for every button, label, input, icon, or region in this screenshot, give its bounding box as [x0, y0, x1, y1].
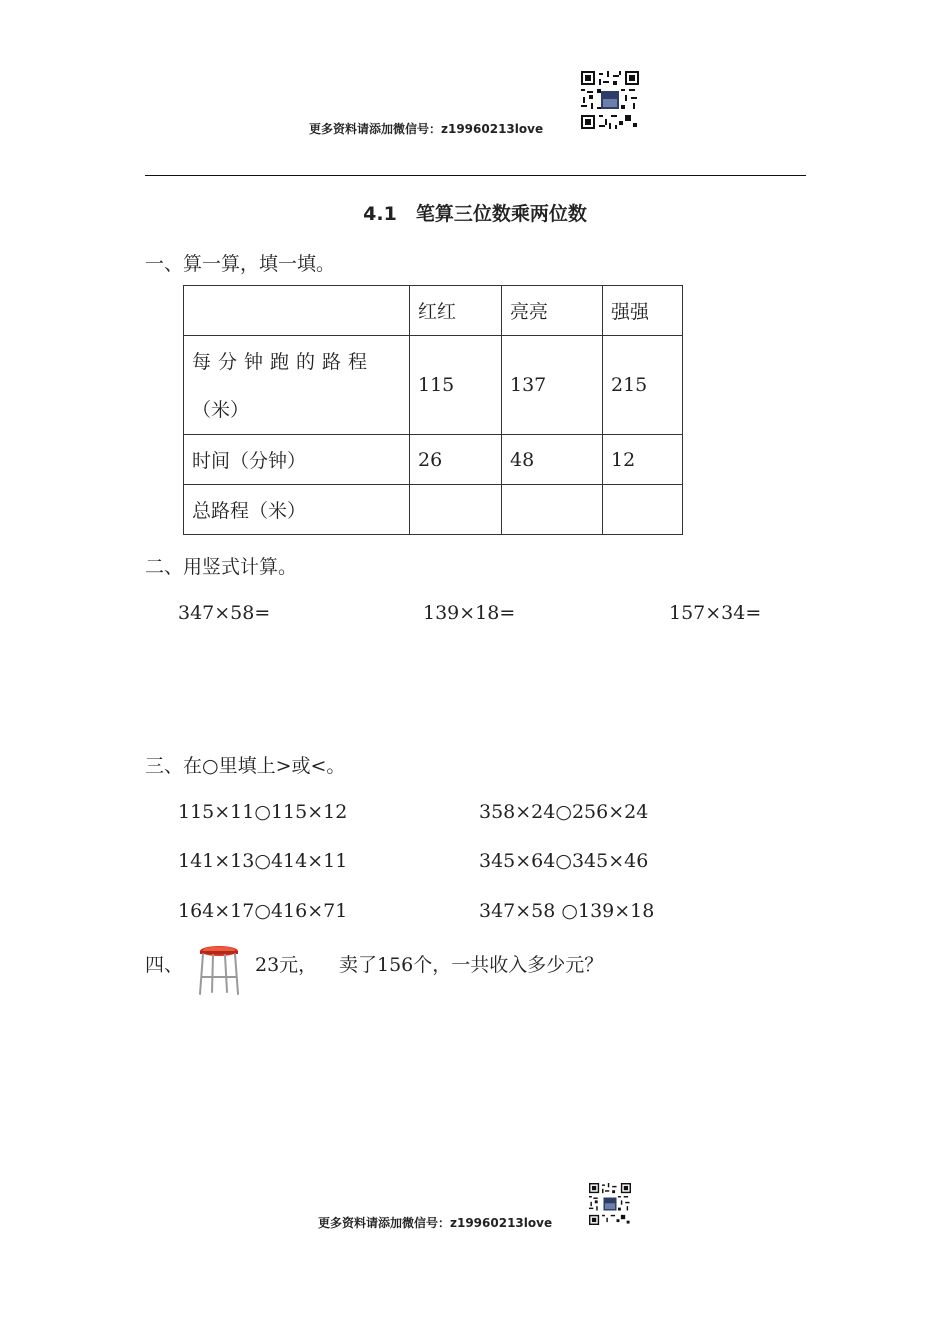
table-cell: 48 [502, 435, 603, 485]
header-divider [145, 175, 806, 176]
table-cell: 12 [603, 435, 683, 485]
table-cell [410, 485, 502, 535]
route-table [183, 285, 683, 535]
footer-wechat-text: 更多资料请添加微信号：z19960213love [318, 1216, 553, 1230]
table-header-cell: 强强 [603, 286, 683, 336]
table-row [184, 435, 683, 485]
vertical-calc-problem: 347×58= [178, 602, 271, 624]
compare-item: 347×58 ○139×18 [479, 900, 655, 922]
section4-question: 卖了156个，一共收入多少元？ [339, 954, 604, 976]
compare-item: 164×17○416×71 [178, 900, 348, 922]
qr-code-icon [589, 1183, 631, 1225]
table-header-row [184, 286, 683, 336]
table-row-label-line1: 每分钟跑的路程 [192, 351, 375, 373]
compare-item: 141×13○414×11 [178, 850, 348, 872]
table-cell [502, 485, 603, 535]
stool-icon [197, 945, 241, 997]
vertical-calc-problem: 139×18= [423, 602, 516, 624]
compare-item: 115×11○115×12 [178, 801, 348, 823]
table-cell: 26 [410, 435, 502, 485]
compare-item: 358×24○256×24 [479, 801, 649, 823]
table-cell: 137 [502, 336, 603, 435]
table-header-cell: 红红 [410, 286, 502, 336]
page-title: 4.1 笔算三位数乘两位数 [363, 203, 587, 225]
table-header-cell [184, 286, 410, 336]
section4-number: 四、 [145, 954, 184, 976]
compare-item: 345×64○345×46 [479, 850, 649, 872]
table-row-label: 总路程（米） [184, 485, 410, 535]
table-row-label [184, 336, 410, 435]
table-row-label: 时间（分钟） [184, 435, 410, 485]
table-cell: 215 [603, 336, 683, 435]
table-row [184, 336, 683, 435]
header-wechat-text: 更多资料请添加微信号：z19960213love [309, 122, 544, 136]
table-cell [603, 485, 683, 535]
table-header-cell: 亮亮 [502, 286, 603, 336]
section1-heading: 一、算一算，填一填。 [145, 253, 336, 275]
section2-heading: 二、用竖式计算。 [145, 556, 298, 578]
section3-heading: 三、在○里填上>或<。 [145, 755, 346, 777]
vertical-calc-problem: 157×34= [669, 602, 762, 624]
section4-price: 23元， [255, 954, 318, 976]
qr-code-icon [581, 71, 639, 129]
table-row [184, 485, 683, 535]
table-row-label-line2: （米） [192, 399, 250, 421]
table-cell: 115 [410, 336, 502, 435]
